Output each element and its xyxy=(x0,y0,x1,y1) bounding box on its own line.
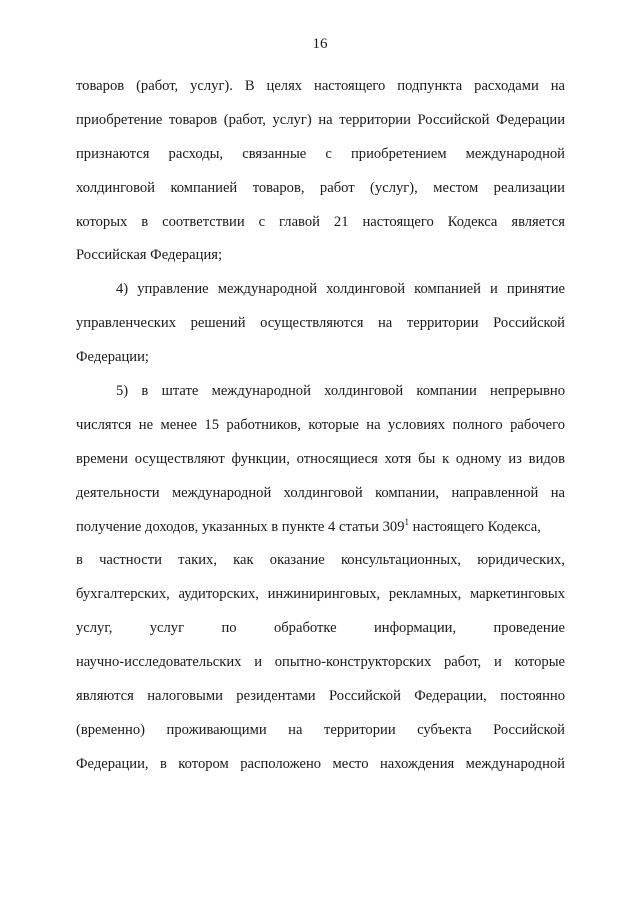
text-line: времени осуществляют функции, относящиеся хотя бы к одному из видов xyxy=(76,450,565,467)
page-number: 16 xyxy=(312,36,328,52)
text-line: услуг, услуг по обработке информации, проведение xyxy=(76,620,565,637)
text-line: приобретение товаров (работ, услуг) на территории Российской Федерации xyxy=(76,111,565,128)
text-line: (временно) проживающими на территории субъекта Российской xyxy=(76,721,565,738)
text-line: являются налоговыми резидентами Российской Федерации, постоянно xyxy=(76,688,565,705)
superscript-marker: 1 xyxy=(404,516,410,527)
text-line: управленческих решений осуществляются на территории Российской xyxy=(76,315,565,332)
text-line: 5) в штате международной холдинговой компании непрерывно xyxy=(116,383,565,400)
text-line: в частности таких, как оказание консультационных, юридических, xyxy=(76,552,565,569)
paragraph-continuation xyxy=(76,70,565,273)
text-line: Федерации; xyxy=(76,349,149,366)
line-tail: настоящего Кодекса, xyxy=(409,518,541,535)
line-text: получение доходов, указанных в пункте 4 статьи 309 xyxy=(76,518,405,535)
text-line-with-superscript xyxy=(76,511,565,545)
text-line: числятся не менее 15 работников, которые на условиях полного рабочего xyxy=(76,416,565,433)
text-line: холдинговой компанией товаров, работ (услуг), местом реализации xyxy=(76,179,565,196)
text-line: Федерации, в котором расположено место нахождения международной xyxy=(76,755,565,772)
document-body xyxy=(76,70,565,782)
paragraph-item-4 xyxy=(76,273,565,375)
text-line: товаров (работ, услуг). В целях настоящего подпункта расходами на xyxy=(76,78,565,94)
text-line: признаются расходы, связанные с приобретением международной xyxy=(76,145,565,162)
text-line: Российская Федерация; xyxy=(76,247,223,264)
text-line: деятельности международной холдинговой компании, направленной на xyxy=(76,484,565,501)
text-line: 4) управление международной холдинговой компанией и принятие xyxy=(116,281,565,298)
text-line: которых в соответствии с главой 21 настоящего Кодекса является xyxy=(76,213,565,230)
text-line: бухгалтерских, аудиторских, инжиниринговых, рекламных, маркетинговых xyxy=(76,586,565,603)
text-line: научно-исследовательских и опытно-конструкторских работ, и которые xyxy=(76,654,565,671)
paragraph-item-5 xyxy=(76,375,565,782)
